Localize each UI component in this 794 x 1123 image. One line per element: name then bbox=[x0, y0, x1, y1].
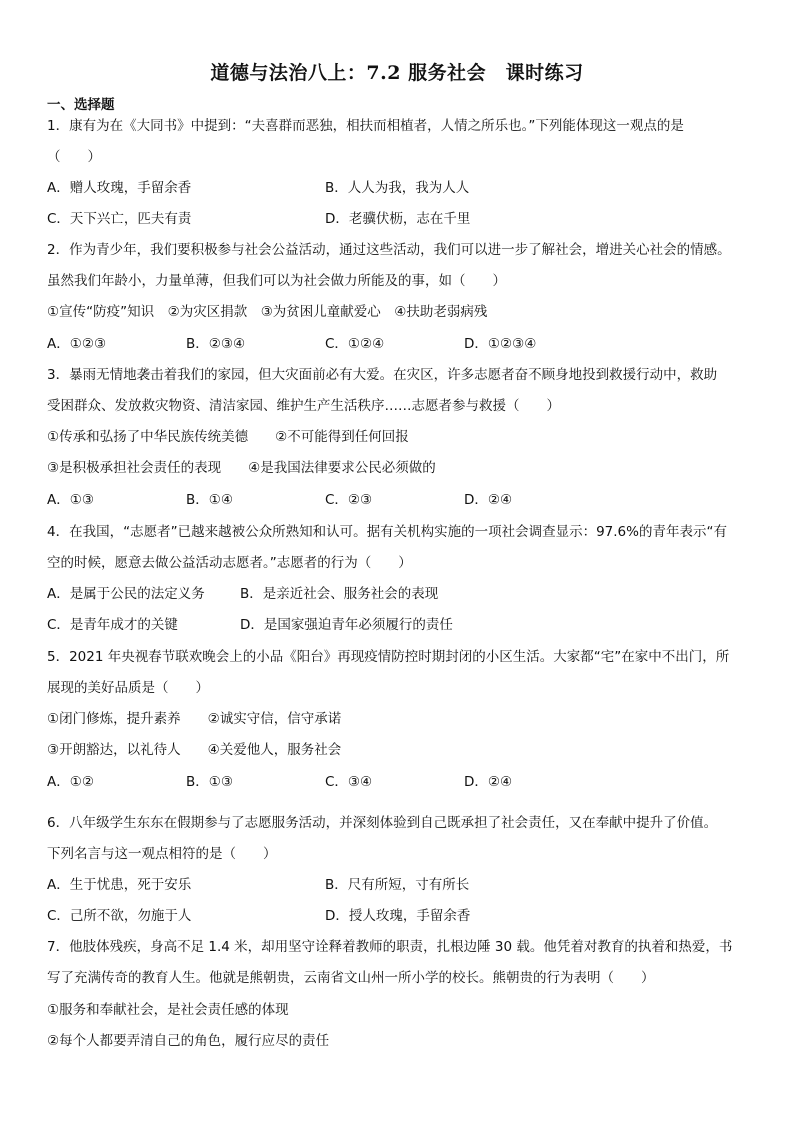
q5-option-c: C．③④ bbox=[325, 774, 373, 790]
q3-stem-line1: 3．暴雨无情地袭击着我们的家园，但大灾面前必有大爱。在灾区，许多志愿者奋不顾身地投到救援行动中，救助 bbox=[47, 367, 718, 383]
q6-option-c: C．己所不欲，勿施于人 bbox=[47, 908, 192, 924]
q6-option-d: D．授人玫瑰，手留余香 bbox=[325, 908, 471, 924]
q1-answer-paren: （ ） bbox=[47, 149, 101, 165]
q3-stem-line2: 受困群众、发放救灾物资、清洁家园、维护生产生活秩序……志愿者参与救援（ ） bbox=[47, 398, 560, 414]
q4-option-a: A．是属于公民的法定义务 bbox=[47, 586, 205, 602]
q3-option-d: D．②④ bbox=[464, 492, 513, 508]
q4-stem-line1: 4．在我国，“志愿者”已越来越被公众所熟知和认可。据有关机构实施的一项社会调查显示：97.6%的青年表示“有 bbox=[47, 524, 727, 540]
q6-stem-line1: 6．八年级学生东东在假期参与了志愿服务活动，并深刻体验到自己既承担了社会责任，又在奉献中提升了价值。 bbox=[47, 815, 718, 831]
q5-stem-line1: 5．2021 年央视春节联欢晚会上的小品《阳台》再现疫情防控时期封闭的小区生活。大家都“宅”在家中不出门，所 bbox=[47, 649, 730, 665]
q3-item-line1: ①传承和弘扬了中华民族传统美德 ②不可能得到任何回报 bbox=[47, 429, 409, 445]
q1-option-c: C．天下兴亡，匹夫有责 bbox=[47, 211, 192, 227]
q5-option-b: B．①③ bbox=[186, 774, 233, 790]
q2-option-d: D．①②③④ bbox=[464, 336, 537, 352]
q3-option-a: A．①③ bbox=[47, 492, 94, 508]
q6-option-a: A．生于忧患，死于安乐 bbox=[47, 877, 192, 893]
q4-stem-line2: 空的时候，愿意去做公益活动志愿者。”志愿者的行为（ ） bbox=[47, 555, 412, 571]
section-heading: 一、选择题 bbox=[47, 97, 115, 113]
q6-stem-line2: 下列名言与这一观点相符的是（ ） bbox=[47, 846, 277, 862]
q1-stem: 1．康有为在《大同书》中提到：“夫喜群而恶独，相扶而相植者，人情之所乐也。”下列能体现这一观点的是 bbox=[47, 118, 684, 134]
q7-item-line1: ①服务和奉献社会，是社会责任感的体现 bbox=[47, 1002, 289, 1018]
q5-item-line2: ③开朗豁达，以礼待人 ④关爱他人，服务社会 bbox=[47, 742, 342, 758]
q4-option-d: D．是国家强迫青年必须履行的责任 bbox=[240, 617, 453, 633]
q2-stem-line2: 虽然我们年龄小，力量单薄，但我们可以为社会做力所能及的事，如（ ） bbox=[47, 273, 506, 289]
q4-option-c: C．是青年成才的关键 bbox=[47, 617, 178, 633]
page-title: 道德与法治八上：7.2 服务社会 课时练习 bbox=[210, 62, 584, 84]
q7-stem-line1: 7．他肢体残疾，身高不足 1.4 米，却用坚守诠释着教师的职责，扎根边陲 30 载。他凭着对教育的执着和热爱，书 bbox=[47, 939, 733, 955]
q5-option-a: A．①② bbox=[47, 774, 94, 790]
q5-stem-line2: 展现的美好品质是（ ） bbox=[47, 680, 209, 696]
q6-option-b: B．尺有所短，寸有所长 bbox=[325, 877, 470, 893]
q4-option-b: B．是亲近社会、服务社会的表现 bbox=[240, 586, 439, 602]
q7-item-line2: ②每个人都要弄清自己的角色，履行应尽的责任 bbox=[47, 1033, 330, 1049]
q2-items: ①宣传“防疫”知识 ②为灾区捐款 ③为贫困儿童献爱心 ④扶助老弱病残 bbox=[47, 304, 488, 320]
q7-stem-line2: 写了充满传奇的教育人生。他就是熊朝贵，云南省文山州一所小学的校长。熊朝贵的行为表明（ ） bbox=[47, 970, 655, 986]
q5-option-d: D．②④ bbox=[464, 774, 513, 790]
q3-option-c: C．②③ bbox=[325, 492, 373, 508]
q2-option-c: C．①②④ bbox=[325, 336, 385, 352]
q2-option-a: A．①②③ bbox=[47, 336, 107, 352]
q2-stem-line1: 2．作为青少年，我们要积极参与社会公益活动，通过这些活动，我们可以进一步了解社会，增进关心社会的情感。 bbox=[47, 242, 731, 258]
q1-option-b: B．人人为我，我为人人 bbox=[325, 180, 470, 196]
q2-option-b: B．②③④ bbox=[186, 336, 246, 352]
q3-option-b: B．①④ bbox=[186, 492, 233, 508]
q1-option-d: D．老骥伏枥，志在千里 bbox=[325, 211, 471, 227]
q1-option-a: A．赠人玫瑰，手留余香 bbox=[47, 180, 192, 196]
q5-item-line1: ①闭门修炼，提升素养 ②诚实守信，信守承诺 bbox=[47, 711, 342, 727]
q3-item-line2: ③是积极承担社会责任的表现 ④是我国法律要求公民必须做的 bbox=[47, 460, 436, 476]
